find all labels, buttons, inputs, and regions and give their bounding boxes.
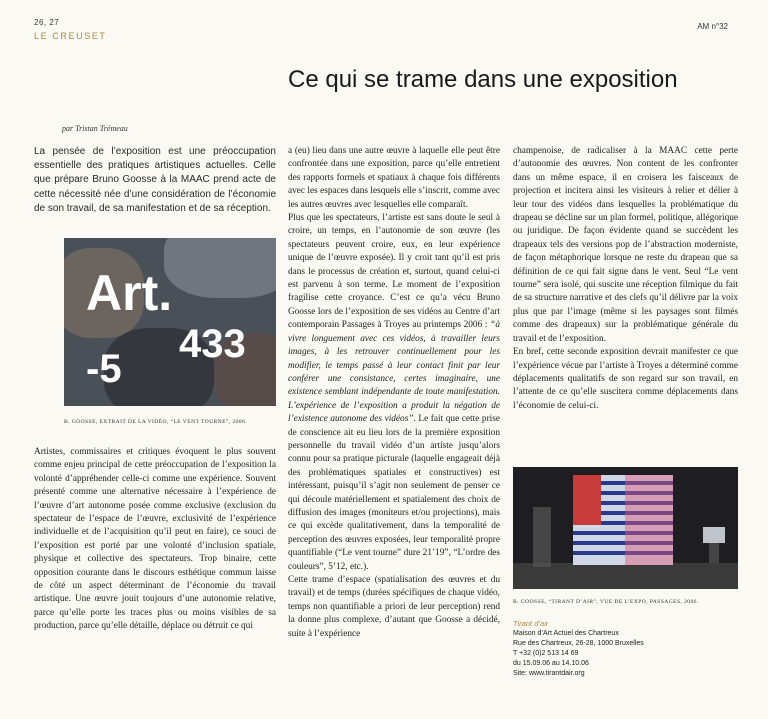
figure1-caption: B. GOOSSE, EXTRAIT DE LA VIDÉO, “LE VENT TOURNE”, 2006. [64,419,247,425]
lead-paragraph: La pensée de l’exposition est une préoccupation essentielle des pratiques artistiques actuelles. Celle que prépare Bruno Goosse à la MAAC prend acte de cette nécessité née d’une considération de l’économie de son travail, de sa manifestation et de sa réception. [34,146,276,214]
video-still-image [64,238,276,406]
info-title: Tirant d’air [513,619,549,628]
column-2-paragraph-2 [288,212,500,574]
issue-label: AM n°32 [697,22,728,31]
overlay-text-art: Art. [86,265,173,321]
col2-text-c: . Le fait que cette prise de conscience ait eu lieu lors de la première exposition personnelle du travail vidéo d’un artiste jusqu’alors connu pour sa pratique picturale (laquelle engageait déjà des problématiques spatiales et constructives) est intéressant, puisqu’il s’agit non seulement de penser ce qui découle matériellement et spatialement des choix de diffusion des images (moniteurs et/ou projections), mais ce qui excède qualitativement, dans la temporalité de perception des œuvres exposées, leur temporalité propre quantifiable (“Le vent tourne” dure 21’19”, “L’ordre des couleurs”, 5’12, etc.). [288,414,500,572]
column-2-paragraph-3: Cette trame d’espace (spatialisation des œuvres et du travail) et de temps (durées spécifiques de chaque vidéo, temps non quantifiable a priori de leur perception) rend la donne plus complexe, d’autant que Goosse a décidé, suite à l’expérience [288,575,500,639]
info-venue: Maison d’Art Actuel des Chartreux [513,630,619,637]
column-3 [513,145,738,413]
section-label: LE CREUSET [34,31,107,41]
figure2-caption: B. GOOSSE, “TIRANT D’AIR”, VUE DE L’EXPO, PASSAGES, 2006. [513,599,699,605]
article-title: Ce qui se trame dans une exposition [288,66,678,93]
col2-quote: “à vivre longuement avec ces vidéos, à travailler leurs images, à les retrouver continuellement pour les modifier, le temps passé à leur contact finit par leur conférer une consistance, certes imaginaire, une existence semblant indépendante de toute manifestation. L’expérience de l’exposition a produit la négation de l’existence autonome des vidéos” [288,320,500,425]
col2-text-a: Plus que les spectateurs, l’artiste est sans doute le seul à croire, un temps, en l’autonomie de son œuvre (les spectateurs peuvent croire, eux, en leur expérience unique de l’œuvre exposée). Il y croit tant qu’il est pris dans le processus de création et, surtout, quand celui-ci est parvenu à son terme. Le moment de l’exposition fragilise cette croyance. C’est ce qu’a vécu Bruno Goosse lors de l’exposition de ses vidéos au Centre d’art contemporain Passages à Troyes au printemps 2006 : [288,213,500,331]
info-dates: du 15.09.06 au 14.10.06 [513,660,589,667]
info-site: Site: www.tirantdair.org [513,670,585,677]
overlay-text-suffix: -5 [86,347,122,391]
exhibition-info [513,619,644,679]
overlay-text-number: 433 [179,322,246,366]
exhibition-view-image [513,467,738,589]
info-phone: T +32 (0)2 513 14 69 [513,650,579,657]
byline: par Tristan Trémeau [62,124,128,133]
column-3-paragraph-2: En bref, cette seconde exposition devrait manifester ce que l’expérience vécue par l’artiste à Troyes a déterminé comme déplacements qualitatifs de son regard sur son travail, en l’attente de ce qu’elle suscitera comme déplacements dans l’économie de celui-ci. [513,347,738,411]
column-2 [288,145,500,641]
page-numbers: 26, 27 [34,18,60,27]
column-1 [34,446,276,634]
column-2-paragraph-1: a (eu) lieu dans une autre œuvre à laquelle elle peut être confrontée dans une exposition, parce qu’elle entretient des rapports formels et spatiaux à chaque fois différents avec les espaces dans lesquels elle s’inscrit, comme avec les autres œuvres avec lesquelles elle comparaît. [288,146,500,210]
column-1-text: Artistes, commissaires et critiques évoquent le plus souvent comme enjeu principal de cette préoccupation de l’exposition la volonté d’appréhender celle-ci comme une expérience. Souvent présenté comme une alternative nécessaire à l’expérience de l’œuvre d’art autonome posée comme exclusive (exclusion du spectateur de l’espace de l’œuvre, exclusivité de l’expérience individuelle et de l’acquisition qu’il peut en faire), ce souci de l’exposition est porté par une volonté d’inclusion spatiale, physique et collective des spectateurs. Trop binaire, cette opposition courante dans le discours esthétique commun laisse de côté un aspect déterminant de l’économie du travail artistique. Une œuvre jouit toujours d’une autonomie relative, parce qu’elle porte les traces plus ou moins visibles de sa production, parce qu’elle détaille, déplace ou détruit ce qui [34,447,276,632]
column-3-paragraph-1: champenoise, de radicaliser à la MAAC cette perte d’autonomie des œuvres. Non content de les confronter dans un même espace, il en croisera les faisceaux de projection et incitera ainsi les visiteurs à relier et délier à leur tour des vidéos dans lesquelles la problématique du drapeau se décline sur un plan formel, politique, allégorique ou juridique. De façon évidente quand se succèdent les drapeaux tels des versions pop de l’abstraction moderniste, de façon métaphorique lorsque ne reste du drapeau que sa définition de ce qui fait signe dans le vent. Seul “Le vent tourne” sera isolé, qui suscite une réception filmique du fait de sa structure narrative et des clefs qu’il délivre par la voix plus que par l’image (même si les paysages sont filmés comme des drapeaux) sur la problématique générale du travail et de l’exposition. [513,146,738,344]
info-address: Rue des Chartreux, 26-28, 1000 Bruxelles [513,640,644,647]
flag-projection-graphic [513,467,738,589]
